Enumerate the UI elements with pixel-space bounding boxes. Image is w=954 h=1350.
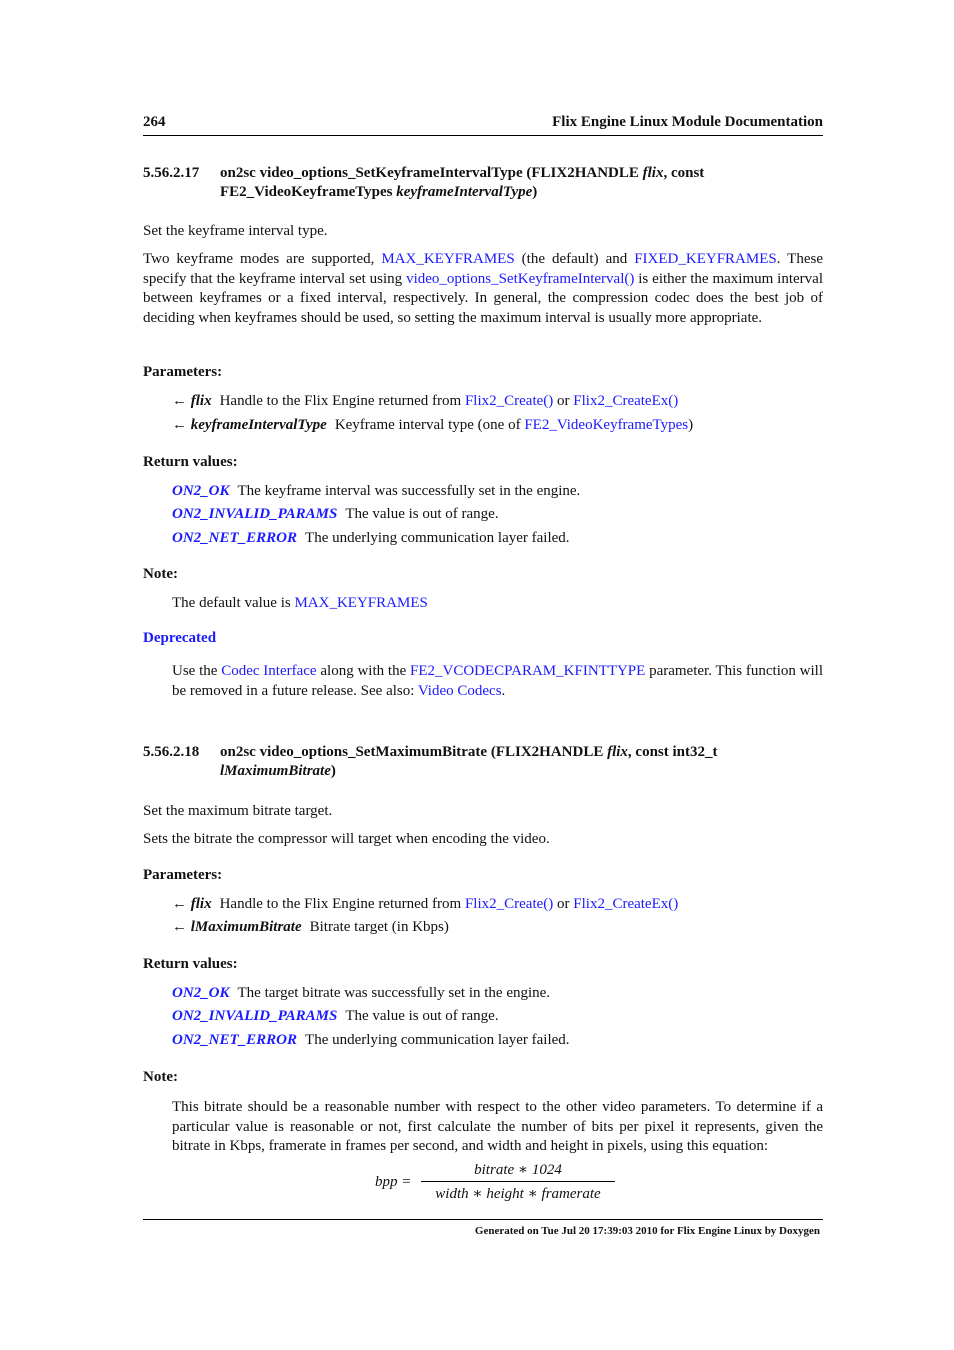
link-video-codecs[interactable]: Video Codecs bbox=[417, 682, 502, 699]
section-number: 5.56.2.18 bbox=[143, 744, 200, 760]
link-on2-net-error[interactable]: ON2_NET_ERROR bbox=[172, 1032, 298, 1048]
param-row: ← lMaximumBitrate Bitrate target (in Kbps) bbox=[172, 919, 449, 935]
link-max-keyframes[interactable]: MAX_KEYFRAMES bbox=[381, 251, 515, 267]
param-row: ← flix Handle to the Flix Engine returned from Flix2_Create() or Flix2_CreateEx() bbox=[172, 393, 679, 409]
return-value-row: ON2_NET_ERROR The underlying communication layer failed. bbox=[172, 530, 570, 546]
document-title: Flix Engine Linux Module Documentation bbox=[552, 114, 823, 130]
param-name: keyframeIntervalType bbox=[190, 417, 327, 433]
formula-lhs: bpp = bbox=[375, 1174, 412, 1190]
page-header bbox=[143, 113, 823, 136]
section-heading-set-maximum-bitrate: 5.56.2.18 on2sc video_options_SetMaximumBitrate (FLIX2HANDLE flix, const int32_t lMaximumBitrate) bbox=[143, 744, 718, 779]
param-row: ← flix Handle to the Flix Engine returned from Flix2_Create() or Flix2_CreateEx() bbox=[172, 896, 679, 912]
link-on2-invalid-params[interactable]: ON2_INVALID_PARAMS bbox=[172, 506, 338, 522]
link-max-keyframes[interactable]: MAX_KEYFRAMES bbox=[294, 595, 428, 611]
param-name: lMaximumBitrate bbox=[190, 919, 302, 935]
link-flix2-createex[interactable]: Flix2_CreateEx() bbox=[573, 393, 679, 409]
link-flix2-create[interactable]: Flix2_Create() bbox=[464, 393, 554, 409]
detailed-description: Two keyframe modes are supported, MAX_KEYFRAMES (the default) and FIXED_KEYFRAMES. These specify that the keyframe interval set using video_options_SetKeyframeInterval() is either the maximum interval between keyframes or a fixed interval, respectively. In general, the compression codec does the best job of deciding when keyframes should be used, so setting the maximum interval is usually more appropriate. bbox=[143, 251, 824, 326]
deprecated-text: Use the Codec Interface along with the FE2_VCODECPARAM_KFINTTYPE parameter. This function will be removed in a future release. See also: Video Codecs. bbox=[172, 663, 823, 699]
brief-description: Set the keyframe interval type. bbox=[143, 223, 328, 239]
param-name: flix bbox=[190, 896, 212, 912]
page-footer bbox=[143, 1219, 823, 1237]
link-on2-invalid-params[interactable]: ON2_INVALID_PARAMS bbox=[172, 1008, 338, 1024]
bpp-formula bbox=[375, 1160, 675, 1206]
link-codec-interface[interactable]: Codec Interface bbox=[221, 663, 317, 679]
parameters-label: Parameters: bbox=[143, 867, 223, 883]
input-arrow-icon: ← bbox=[172, 919, 187, 935]
input-arrow-icon: ← bbox=[172, 896, 187, 912]
link-on2-ok[interactable]: ON2_OK bbox=[172, 483, 230, 499]
link-fe2-videokeyframetypes[interactable]: FE2_VideoKeyframeTypes bbox=[524, 417, 689, 433]
footer-text: Generated on Tue Jul 20 17:39:03 2010 for Flix Engine Linux by Doxygen bbox=[474, 1225, 820, 1237]
brief-description: Set the maximum bitrate target. bbox=[143, 803, 333, 819]
fraction-bar bbox=[421, 1181, 615, 1182]
note-text: The default value is MAX_KEYFRAMES bbox=[172, 595, 428, 611]
input-arrow-icon: ← bbox=[172, 417, 187, 433]
link-flix2-create[interactable]: Flix2_Create() bbox=[464, 896, 554, 912]
note-text: This bitrate should be a reasonable number with respect to the other video parameters. To determine if a particular value is reasonable or not, first calculate the number of bits per pixel it represents, given the bitrate in Kbps, framerate in frames per second, and width and height in pixels, using this equation: bbox=[172, 1099, 823, 1154]
return-value-row: ON2_OK The target bitrate was successfully set in the engine. bbox=[172, 985, 551, 1001]
section-number: 5.56.2.17 bbox=[143, 165, 200, 181]
link-on2-ok[interactable]: ON2_OK bbox=[172, 985, 230, 1001]
param-name: flix bbox=[190, 393, 212, 409]
note-label: Note: bbox=[143, 1069, 178, 1085]
return-value-row: ON2_INVALID_PARAMS The value is out of range. bbox=[172, 506, 499, 522]
link-on2-net-error[interactable]: ON2_NET_ERROR bbox=[172, 530, 298, 546]
note-label: Note: bbox=[143, 566, 178, 582]
formula-fraction bbox=[421, 1160, 615, 1204]
link-fixed-keyframes[interactable]: FIXED_KEYFRAMES bbox=[634, 251, 777, 267]
formula-denominator: width ∗ height ∗ framerate bbox=[435, 1186, 601, 1202]
page-number: 264 bbox=[143, 114, 166, 130]
formula-numerator: bitrate ∗ 1024 bbox=[474, 1162, 562, 1178]
param-row: ← keyframeIntervalType Keyframe interval type (one of FE2_VideoKeyframeTypes) bbox=[172, 417, 694, 433]
return-value-row: ON2_NET_ERROR The underlying communication layer failed. bbox=[172, 1032, 570, 1048]
input-arrow-icon: ← bbox=[172, 393, 187, 409]
link-set-keyframe-interval[interactable]: video_options_SetKeyframeInterval() bbox=[406, 270, 635, 287]
detailed-description: Sets the bitrate the compressor will target when encoding the video. bbox=[143, 831, 550, 847]
link-fe2-vcodecparam-kfinttype[interactable]: FE2_VCODECPARAM_KFINTTYPE bbox=[410, 663, 646, 679]
return-value-row: ON2_OK The keyframe interval was successfully set in the engine. bbox=[172, 483, 581, 499]
return-values-label: Return values: bbox=[143, 454, 238, 470]
link-flix2-createex[interactable]: Flix2_CreateEx() bbox=[573, 896, 679, 912]
deprecated-link[interactable]: Deprecated bbox=[143, 630, 217, 646]
return-values-label: Return values: bbox=[143, 956, 238, 972]
return-value-row: ON2_INVALID_PARAMS The value is out of range. bbox=[172, 1008, 499, 1024]
section-heading-set-keyframe-interval-type: 5.56.2.17 on2sc video_options_SetKeyframeIntervalType (FLIX2HANDLE flix, const FE2_VideoKeyframeTypes keyframeIntervalType) bbox=[143, 165, 705, 200]
parameters-label: Parameters: bbox=[143, 364, 223, 380]
